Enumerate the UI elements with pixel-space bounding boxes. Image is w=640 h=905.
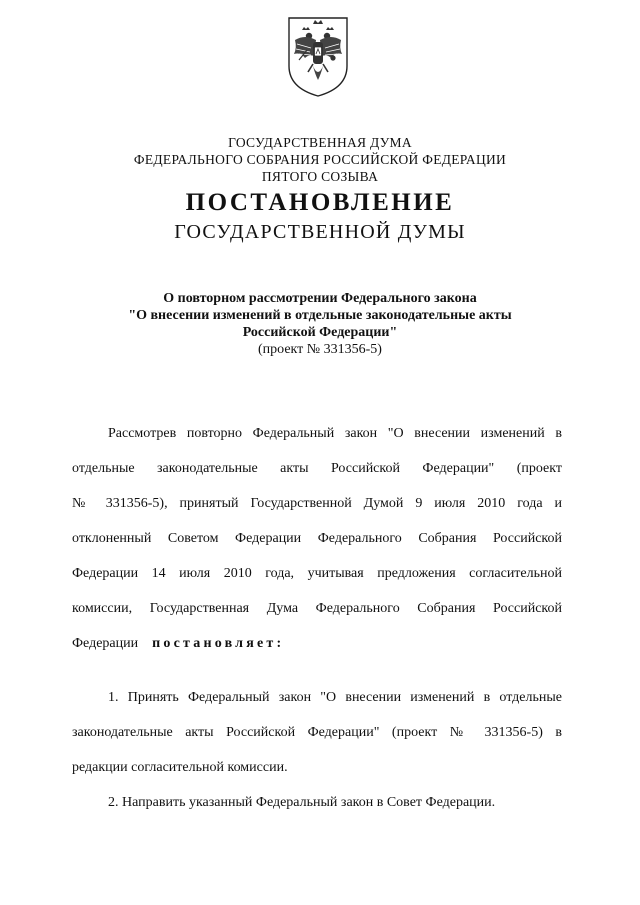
preamble-last-prefix: Федерации xyxy=(72,636,139,651)
item-2: 2. Направить указанный Федеральный закон в Совет Федерации. xyxy=(108,795,496,810)
preamble-line-7 xyxy=(72,635,562,653)
item-1-line-3: редакции согласительной комиссии. xyxy=(72,760,288,775)
document-type: ПОСТАНОВЛЕНИЕ xyxy=(185,189,455,216)
preamble-line-6: комиссии, Государственная Дума Федерального Собрания Российской xyxy=(72,601,562,616)
header-convocation: ПЯТОГО СОЗЫВА xyxy=(261,169,379,184)
preamble-line-2: отдельные законодательные акты Российской Федерации" (проект xyxy=(72,461,562,476)
preamble-line-3: № 331356-5), принятый Государственной Думой 9 июля 2010 года и xyxy=(72,496,562,511)
header-assembly: ФЕДЕРАЛЬНОГО СОБРАНИЯ РОССИЙСКОЙ ФЕДЕРАЦИИ xyxy=(133,152,507,167)
resolution-word: постановляет: xyxy=(152,636,285,651)
header-chamber: ГОСУДАРСТВЕННАЯ ДУМА xyxy=(228,135,412,150)
preamble-line-5: Федерации 14 июля 2010 года, учитывая предложения согласительной xyxy=(72,566,562,581)
preamble-line-1: Рассмотрев повторно Федеральный закон "О внесении изменений в xyxy=(108,426,562,441)
item-1-line-1: 1. Принять Федеральный закон "О внесении изменений в отдельные xyxy=(108,690,562,705)
coat-of-arms-icon xyxy=(283,14,353,98)
title-line-2: "О внесении изменений в отдельные законодательные акты xyxy=(128,308,512,323)
document-issuer: ГОСУДАРСТВЕННОЙ ДУМЫ xyxy=(174,221,466,243)
title-line-1: О повторном рассмотрении Федерального закона xyxy=(163,291,477,306)
preamble-line-4: отклоненный Советом Федерации Федерального Собрания Российской xyxy=(72,531,562,546)
item-1-line-2: законодательные акты Российской Федерации" (проект № 331356-5) в xyxy=(72,725,562,740)
project-number: (проект № 331356-5) xyxy=(258,342,382,357)
title-line-3: Российской Федерации" xyxy=(242,325,398,340)
